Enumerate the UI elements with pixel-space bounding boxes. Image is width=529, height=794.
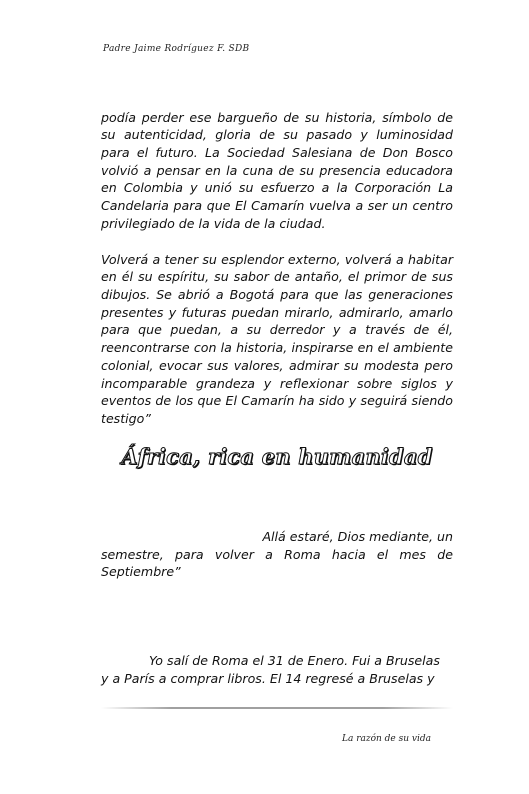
paragraph-4-lead: Yo salí de Roma el 31 de Enero. Fui a Bruselas [149, 653, 440, 668]
paragraph-2: Volverá a tener su esplendor externo, volverá a habitar en él su espíritu, su sabor de antaño, el primor de sus dibujos. Se abrió a Bogotá para que las generaciones presentes y futuras puedan mirarlo, admirarlo, amarlo para que puedan, a su derredor y a través de él, reencontrarse con la historia, inspirarse en el ambiente colonial, evocar sus valores, admirar su modesta pero incomparable grandeza y reflexionar sobre siglos y eventos de los que El Camarín ha sido y seguirá siendo testigo” [101, 251, 453, 426]
paragraph-4-rest: y a París a comprar libros. El 14 regresé a Bruselas y [101, 670, 435, 686]
quote-lead: Allá estaré, Dios mediante, un [262, 529, 453, 544]
running-footer: La razón de su vida [341, 734, 431, 744]
section-heading: África, rica en humanidad [121, 444, 433, 469]
paragraph-1: podía perder ese bargueño de su historia, símbolo de su autenticidad, gloria de su pasado y luminosidad para el futuro. La Sociedad Salesiana de Don Bosco volvió a pensar en la cuna de su presencia educadora en Colombia y unió su esfuerzo a la Corporación La Candelaria para que El Camarín vuelva a ser un centro privilegiado de la vida de la ciudad. [101, 109, 453, 231]
running-header: Padre Jaime Rodríguez F. SDB [103, 44, 250, 54]
quote-rest: semestre, para volver a Roma hacia el mes de Septiembre” [101, 546, 453, 580]
quote-paragraph [101, 528, 453, 581]
footer-divider [101, 707, 453, 709]
paragraph-4 [101, 652, 453, 687]
